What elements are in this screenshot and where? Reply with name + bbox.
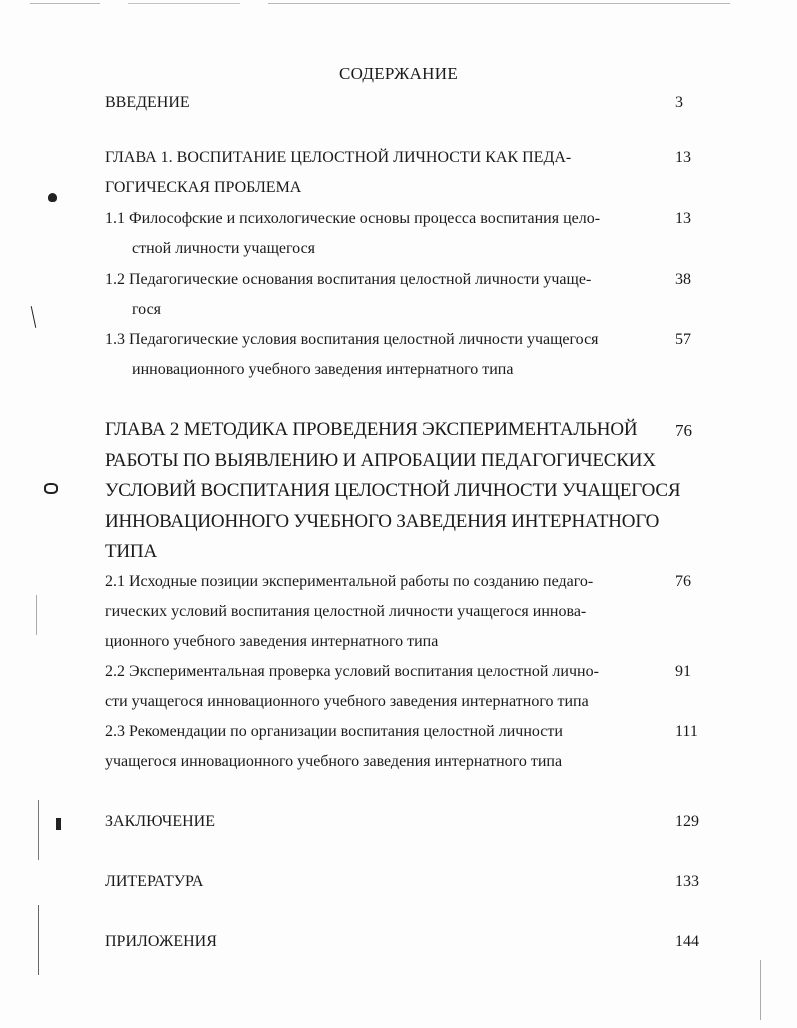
- toc-entry-label: 2.3 Рекомендации по организации воспитания целостной личности: [105, 723, 563, 740]
- toc-page-number: 91: [675, 663, 691, 680]
- toc-page-number: 76: [675, 573, 691, 590]
- toc-page-number: 13: [675, 210, 691, 227]
- toc-entry-label: гося: [132, 301, 162, 318]
- toc-entry-label: ГОГИЧЕСКАЯ ПРОБЛЕМА: [105, 179, 302, 196]
- toc-page-number: 111: [675, 723, 698, 740]
- scan-artifact-line: [38, 800, 39, 860]
- scan-blot: [56, 818, 61, 830]
- toc-entry-label: ГЛАВА 1. ВОСПИТАНИЕ ЦЕЛОСТНОЙ ЛИЧНОСТИ КАК ПЕДА-: [105, 149, 572, 166]
- toc-entry-label: РАБОТЫ ПО ВЫЯВЛЕНИЮ И АПРОБАЦИИ ПЕДАГОГИЧЕСКИХ: [105, 449, 656, 471]
- toc-entry-label: ИННОВАЦИОННОГО УЧЕБНОГО ЗАВЕДЕНИЯ ИНТЕРНАТНОГО: [105, 510, 660, 532]
- toc-page-number: 57: [675, 331, 691, 348]
- scan-artifact-line: [36, 595, 37, 635]
- scan-artifact-line: [30, 3, 730, 4]
- toc-entry-label: ТИПА: [105, 541, 157, 562]
- toc-entry-label: ПРИЛОЖЕНИЯ: [105, 933, 217, 950]
- scan-artifact-line: [760, 960, 761, 1020]
- toc-entry-label: гических условий воспитания целостной личности учащегося иннова-: [105, 603, 587, 620]
- toc-entry-label: ЗАКЛЮЧЕНИЕ: [105, 813, 215, 830]
- toc-entry-chapter-1: [105, 143, 665, 203]
- toc-page-number: 13: [675, 149, 691, 166]
- toc-entry-label: ВВЕДЕНИЕ: [105, 94, 190, 111]
- toc-entry-label: 1.1 Философские и психологические основы процесса воспитания цело-: [105, 210, 601, 227]
- toc-page-number: 129: [675, 813, 699, 830]
- toc-entry-label: УСЛОВИЙ ВОСПИТАНИЯ ЦЕЛОСТНОЙ ЛИЧНОСТИ УЧАЩЕГОСЯ: [105, 480, 681, 501]
- page-title: СОДЕРЖАНИЕ: [338, 64, 459, 83]
- toc-entry-label: ционного учебного заведения интернатного типа: [105, 633, 439, 650]
- toc-entry-label: 2.2 Экспериментальная проверка условий воспитания целостной лично-: [105, 663, 599, 680]
- toc-entry-label: стной личности учащегося: [132, 240, 316, 257]
- toc-entry-section-2-1: [105, 567, 665, 657]
- toc-entry-section-1-1: [105, 204, 665, 264]
- toc-entry-label: 1.3 Педагогические условия воспитания целостной личности учащегося: [105, 331, 599, 348]
- toc-page-number: 133: [675, 873, 699, 890]
- toc-entry-chapter-2: [105, 415, 681, 568]
- toc-page-number: 38: [675, 271, 691, 288]
- toc-entry-label: 1.2 Педагогические основания воспитания целостной личности учаще-: [105, 271, 592, 288]
- toc-entry-section-1-3: [105, 325, 665, 385]
- toc-page-number: 76: [675, 421, 692, 440]
- toc-entry-intro: [105, 88, 665, 118]
- toc-entry-label: ЛИТЕРАТУРА: [105, 873, 204, 890]
- toc-entry-conclusion: [105, 807, 665, 837]
- toc-entry-label: инновационного учебного заведения интернатного типа: [132, 361, 514, 378]
- toc-entry-section-1-2: [105, 265, 665, 325]
- toc-entry-label: сти учащегося инновационного учебного заведения интернатного типа: [105, 693, 589, 710]
- toc-page-number: 144: [675, 933, 699, 950]
- scan-blot: [48, 193, 57, 202]
- scan-artifact-line: [38, 905, 39, 975]
- toc-entry-section-2-3: [105, 717, 665, 777]
- toc-entry-literature: [105, 867, 665, 897]
- toc-page-number: 3: [675, 94, 683, 111]
- toc-entry-label: 2.1 Исходные позиции экспериментальной работы по созданию педаго-: [105, 573, 594, 590]
- toc-entry-section-2-2: [105, 657, 665, 717]
- scan-blot: [44, 483, 58, 494]
- toc-entry-label: учащегося инновационного учебного заведения интернатного типа: [105, 753, 563, 770]
- scan-blot: [31, 306, 37, 328]
- toc-entry-appendix: [105, 927, 665, 957]
- toc-entry-label: ГЛАВА 2 МЕТОДИКА ПРОВЕДЕНИЯ ЭКСПЕРИМЕНТАЛЬНОЙ: [105, 419, 638, 440]
